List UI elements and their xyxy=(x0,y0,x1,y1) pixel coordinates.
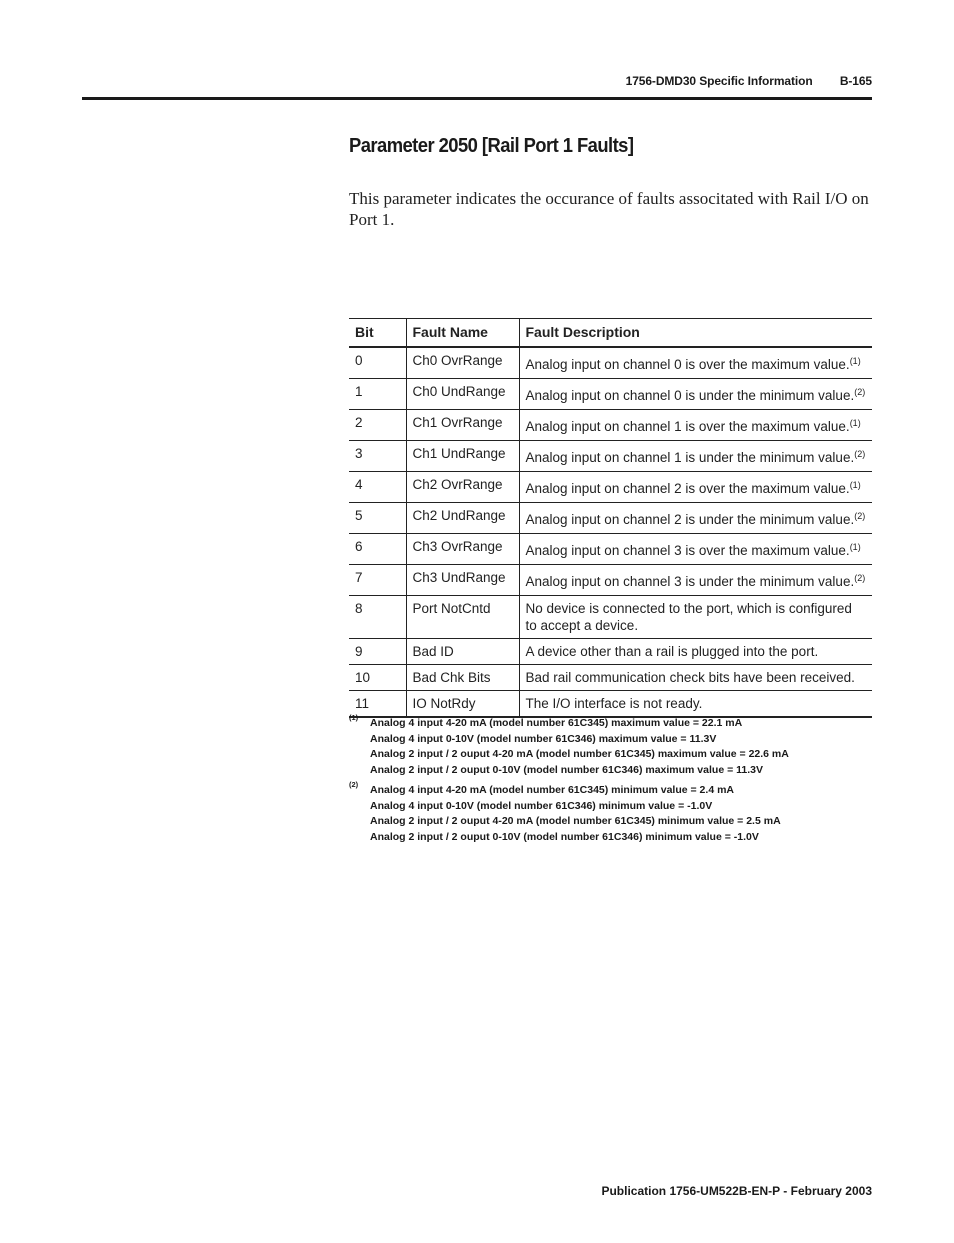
table-row xyxy=(349,379,872,410)
column-header-bit: Bit xyxy=(349,319,406,348)
bit-cell: 7 xyxy=(349,565,406,596)
bit-cell: 2 xyxy=(349,410,406,441)
intro-paragraph: This parameter indicates the occurance of faults associtated with Rail I/O on Port 1. xyxy=(349,189,869,229)
footnote-reference: (2) xyxy=(854,387,866,397)
fault-name-cell: Bad ID xyxy=(406,639,519,665)
table-row xyxy=(349,503,872,534)
fault-description-cell xyxy=(519,665,872,691)
fault-description-text: Analog input on channel 0 is over the maximum value. xyxy=(525,357,850,372)
bit-cell: 1 xyxy=(349,379,406,410)
fault-description-cell xyxy=(519,410,872,441)
table-row xyxy=(349,441,872,472)
fault-description-cell xyxy=(519,503,872,534)
bit-cell: 3 xyxy=(349,441,406,472)
fault-description-text: Analog input on channel 1 is over the maximum value. xyxy=(525,419,850,434)
footnote xyxy=(349,713,879,779)
table-row xyxy=(349,534,872,565)
table-row xyxy=(349,639,872,665)
fault-name-cell: Ch3 OvrRange xyxy=(406,534,519,565)
footnote-line: Analog 4 input 0-10V (model number 61C346) minimum value = -1.0V xyxy=(370,799,713,812)
footnote-reference: (1) xyxy=(849,542,861,552)
bit-cell: 0 xyxy=(349,347,406,379)
fault-description-text: Analog input on channel 3 is over the maximum value. xyxy=(525,543,850,558)
footnote-line: Analog 2 input / 2 ouput 4-20 mA (model number 61C345) maximum value = 22.6 mA xyxy=(370,748,789,761)
table-row xyxy=(349,472,872,503)
header-rule xyxy=(82,97,872,100)
table-row xyxy=(349,691,872,718)
fault-description-text: Analog input on channel 1 is under the minimum value. xyxy=(525,450,855,465)
fault-description-cell xyxy=(519,596,872,639)
fault-table xyxy=(349,318,872,718)
table-row xyxy=(349,565,872,596)
footnote xyxy=(349,779,879,846)
footnote-line: Analog 4 input 0-10V (model number 61C346) maximum value = 11.3V xyxy=(370,732,717,745)
footnote-line: Analog 2 input / 2 ouput 0-10V (model number 61C346) maximum value = 11.3V xyxy=(370,764,763,777)
running-header xyxy=(626,74,872,88)
footnote-line: Analog 4 input 4-20 mA (model number 61C345) minimum value = 2.4 mA xyxy=(370,783,734,796)
fault-description-text: Analog input on channel 3 is under the minimum value. xyxy=(525,574,855,589)
publication-footer: Publication 1756-UM522B-EN-P - February 2003 xyxy=(601,1184,872,1198)
fault-description-cell xyxy=(519,347,872,379)
fault-description-text: A device other than a rail is plugged into the port. xyxy=(525,644,819,659)
table-row xyxy=(349,596,872,639)
fault-name-cell: Ch3 UndRange xyxy=(406,565,519,596)
footnote-reference: (2) xyxy=(854,573,866,583)
fault-description-cell xyxy=(519,534,872,565)
bit-cell: 4 xyxy=(349,472,406,503)
footnote-reference: (1) xyxy=(849,356,861,366)
footnote-marker: (2) xyxy=(349,779,359,789)
fault-description-text: Bad rail communication check bits have been received. xyxy=(525,670,855,685)
bit-cell: 11 xyxy=(349,691,406,718)
footnote-reference: (2) xyxy=(854,449,866,459)
fault-name-cell: Bad Chk Bits xyxy=(406,665,519,691)
fault-name-cell: Ch1 UndRange xyxy=(406,441,519,472)
fault-description-cell xyxy=(519,691,872,718)
fault-description-cell xyxy=(519,441,872,472)
footnote-reference: (2) xyxy=(854,511,866,521)
footnotes xyxy=(349,713,879,850)
fault-name-cell: Ch0 UndRange xyxy=(406,379,519,410)
footnote-reference: (1) xyxy=(849,418,861,428)
fault-description-text: Analog input on channel 2 is under the minimum value. xyxy=(525,512,855,527)
column-header-fault-description: Fault Description xyxy=(519,319,872,348)
footnote-marker: (1) xyxy=(349,713,359,722)
table-row xyxy=(349,347,872,379)
footnote-line: Analog 2 input / 2 ouput 4-20 mA (model number 61C345) minimum value = 2.5 mA xyxy=(370,815,781,828)
column-header-fault-name: Fault Name xyxy=(406,319,519,348)
fault-name-cell: Port NotCntd xyxy=(406,596,519,639)
fault-name-cell: Ch0 OvrRange xyxy=(406,347,519,379)
bit-cell: 9 xyxy=(349,639,406,665)
fault-name-cell: Ch2 OvrRange xyxy=(406,472,519,503)
fault-description-text: No device is connected to the port, which is configured to accept a device. xyxy=(525,601,852,633)
fault-name-cell: IO NotRdy xyxy=(406,691,519,718)
fault-description-text: The I/O interface is not ready. xyxy=(525,696,703,711)
fault-description-text: Analog input on channel 0 is under the minimum value. xyxy=(525,388,855,403)
footnote-reference: (1) xyxy=(849,480,861,490)
fault-description-cell xyxy=(519,565,872,596)
header-section: 1756-DMD30 Specific Information xyxy=(625,74,813,88)
fault-name-cell: Ch2 UndRange xyxy=(406,503,519,534)
footnote-line: Analog 4 input 4-20 mA (model number 61C345) maximum value = 22.1 mA xyxy=(370,717,743,729)
footnote-line: Analog 2 input / 2 ouput 0-10V (model number 61C346) minimum value = -1.0V xyxy=(370,830,759,843)
fault-description-cell xyxy=(519,472,872,503)
table-row xyxy=(349,410,872,441)
page-number: B-165 xyxy=(839,74,872,88)
bit-cell: 6 xyxy=(349,534,406,565)
fault-description-cell xyxy=(519,379,872,410)
table-header-row xyxy=(349,319,872,348)
table-row xyxy=(349,665,872,691)
fault-description-cell xyxy=(519,639,872,665)
bit-cell: 10 xyxy=(349,665,406,691)
fault-table-body xyxy=(349,347,872,717)
fault-description-text: Analog input on channel 2 is over the maximum value. xyxy=(525,481,850,496)
page-title: Parameter 2050 [Rail Port 1 Faults] xyxy=(349,135,634,157)
fault-name-cell: Ch1 OvrRange xyxy=(406,410,519,441)
bit-cell: 8 xyxy=(349,596,406,639)
bit-cell: 5 xyxy=(349,503,406,534)
